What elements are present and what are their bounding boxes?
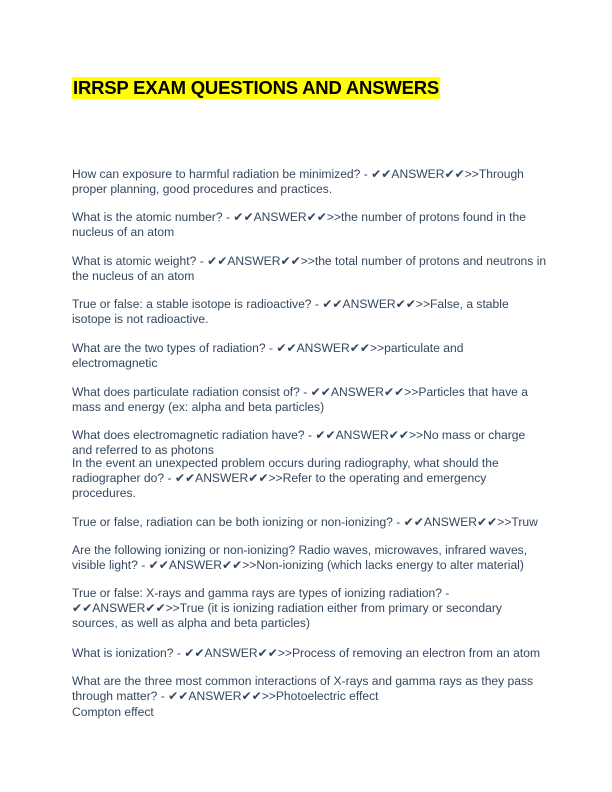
qa-item-13: What are the three most common interactions of X-rays and gamma rays as they pass through matter? - ✔✔ANSWER✔✔>>Photoelectric effect	[72, 674, 534, 704]
document-title: IRRSP EXAM QUESTIONS AND ANSWERS	[73, 77, 440, 98]
qa-item-1: How can exposure to harmful radiation be minimized? - ✔✔ANSWER✔✔>>Through proper planning, good procedures and practices.	[72, 167, 524, 197]
qa-item-9: True or false, radiation can be both ionizing or non-ionizing? - ✔✔ANSWER✔✔>>Truw	[72, 515, 538, 529]
qa-item-12: What is ionization? - ✔✔ANSWER✔✔>>Process of removing an electron from an atom	[72, 646, 541, 660]
qa-item-4: True or false: a stable isotope is radioactive? - ✔✔ANSWER✔✔>>False, a stable isotope is not radioactive.	[72, 297, 509, 327]
qa-item-7: What does electromagnetic radiation have? - ✔✔ANSWER✔✔>>No mass or charge and referred to as photons	[72, 428, 526, 458]
qa-item-8: In the event an unexpected problem occurs during radiography, what should the radiographer do? - ✔✔ANSWER✔✔>>Refer to the operating and emergency procedures.	[72, 456, 499, 501]
qa-item-10: Are the following ionizing or non-ionizing? Radio waves, microwaves, infrared waves, visible light? - ✔✔ANSWER✔✔>>Non-ionizing (which lacks energy to alter material)	[72, 543, 528, 573]
qa-item-6: What does particulate radiation consist of? - ✔✔ANSWER✔✔>>Particles that have a mass and energy (ex: alpha and beta particles)	[72, 385, 528, 415]
qa-item-2: What is the atomic number? - ✔✔ANSWER✔✔>>the number of protons found in the nucleus of an atom	[72, 210, 526, 240]
qa-item-14: Compton effect	[72, 705, 154, 719]
qa-item-5: What are the two types of radiation? - ✔✔ANSWER✔✔>>particulate and electromagnetic	[72, 341, 464, 371]
qa-item-11: True or false: X-rays and gamma rays are types of ionizing radiation? - ✔✔ANSWER✔✔>>True (it is ionizing radiation either from primary or secondary sources, as well as alpha and beta particles)	[72, 586, 502, 631]
qa-item-3: What is atomic weight? - ✔✔ANSWER✔✔>>the total number of protons and neutrons in the nucleus of an atom	[72, 254, 547, 284]
